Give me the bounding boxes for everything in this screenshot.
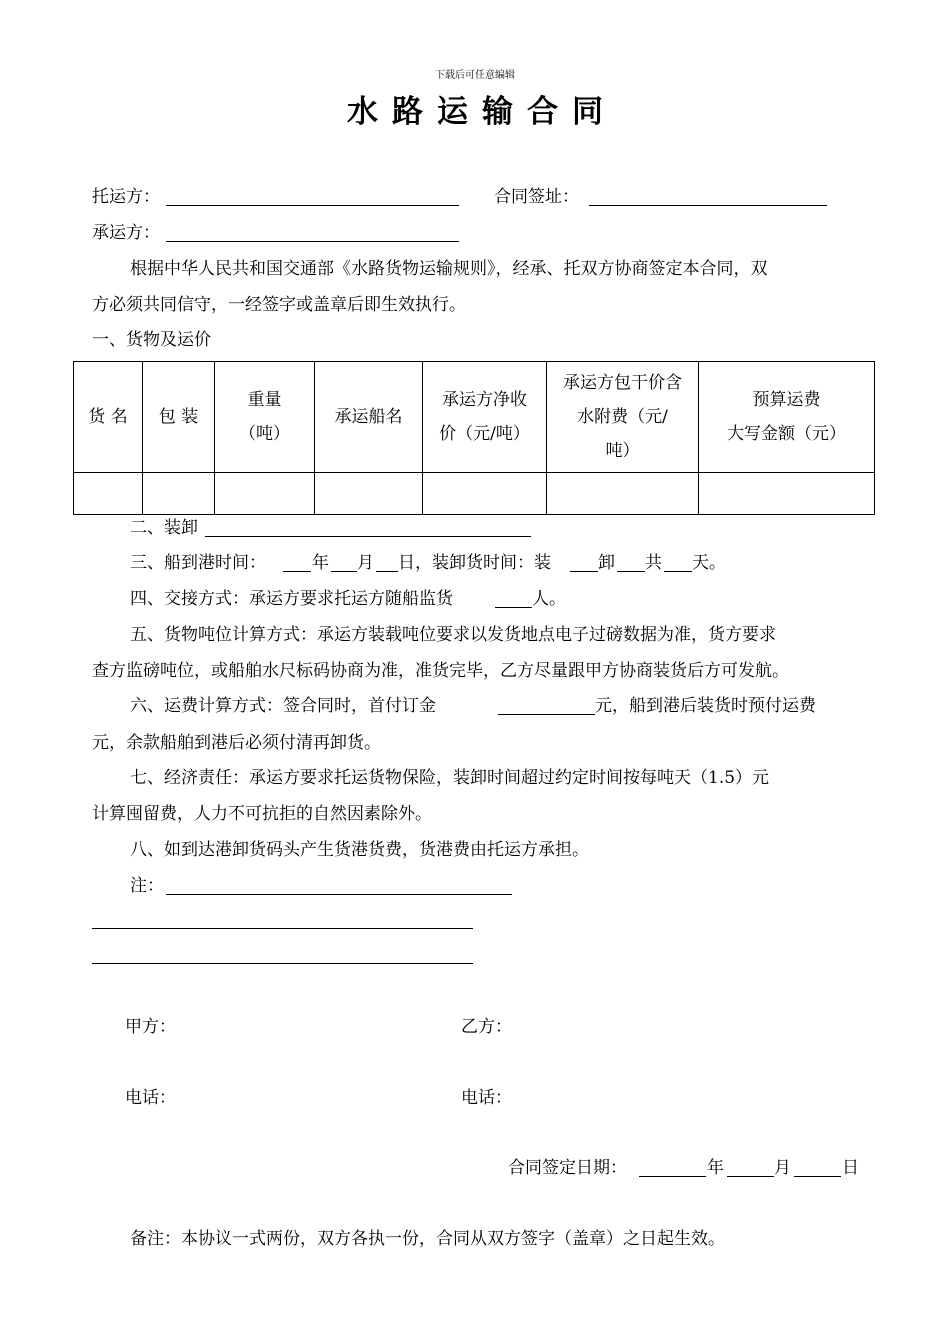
sign-day-field[interactable] xyxy=(794,1176,841,1177)
days-text: 天。 xyxy=(692,553,726,573)
header-vessel-name: 承运船名 xyxy=(315,362,423,473)
loading-time-text: 日，装卸货时间：装 xyxy=(398,553,551,573)
party-a-phone-label: 电话： xyxy=(125,1088,176,1108)
total-days-field[interactable] xyxy=(664,571,692,572)
month-text: 月 xyxy=(357,553,374,573)
clause-3-label: 三、船到港时间： xyxy=(130,553,266,573)
cell-vessel-name[interactable] xyxy=(315,473,423,515)
cell-weight[interactable] xyxy=(215,473,315,515)
loading-days-field[interactable] xyxy=(570,571,598,572)
arrival-year-field[interactable] xyxy=(283,571,311,572)
contract-site-label: 合同签址： xyxy=(494,187,579,207)
header-weight: 重量 （吨） xyxy=(215,362,315,473)
sign-year-text: 年 xyxy=(707,1158,724,1178)
clause-5-line-1: 五、货物吨位计算方式：承运方装载吨位要求以发货地点电子过磅数据为准，货方要求 xyxy=(130,625,776,645)
sign-month-field[interactable] xyxy=(727,1176,774,1177)
supervisor-count-field[interactable] xyxy=(495,607,532,608)
sign-month-text: 月 xyxy=(774,1158,791,1178)
carrier-field[interactable] xyxy=(166,241,459,242)
party-a-label: 甲方： xyxy=(125,1017,176,1037)
table-row xyxy=(74,473,875,515)
carrier-label: 承运方： xyxy=(92,223,160,243)
sign-day-text: 日 xyxy=(842,1158,859,1178)
year-text: 年 xyxy=(312,553,329,573)
loading-unloading-field[interactable] xyxy=(205,536,531,537)
party-b-label: 乙方： xyxy=(461,1017,512,1037)
note-line-3[interactable] xyxy=(92,963,473,964)
party-b-phone-label: 电话： xyxy=(461,1088,512,1108)
clause-6-line-2: 元，余款船舶到港后必须付清再卸货。 xyxy=(92,733,381,753)
clause-6-text-cont: 元，船到港后装货时预付运费 xyxy=(595,696,816,716)
remark-text: 备注：本协议一式两份，双方各执一份，合同从双方签字（盖章）之日起生效。 xyxy=(130,1229,725,1249)
header-note: 下载后可任意编辑 xyxy=(435,70,515,81)
note-line-2[interactable] xyxy=(92,928,473,929)
clause-5-line-2: 查方监磅吨位，或船舶水尺标码协商为准，准货完毕，乙方尽量跟甲方协商装货后方可发航。 xyxy=(92,661,789,681)
clause-4-text: 四、交接方式：承运方要求托运方随船监货 xyxy=(130,589,453,609)
cell-goods-name[interactable] xyxy=(74,473,143,515)
header-lump-sum-price: 承运方包干价含 水附费（元/ 吨） xyxy=(547,362,699,473)
unloading-days-field[interactable] xyxy=(617,571,645,572)
arrival-month-field[interactable] xyxy=(331,571,357,572)
intro-line-2: 方必须共同信守，一经签字或盖章后即生效执行。 xyxy=(92,295,466,315)
total-text: 共 xyxy=(645,553,662,573)
intro-line-1: 根据中华人民共和国交通部《水路货物运输规则》，经承、托双方协商签定本合同，双 xyxy=(130,259,768,279)
clause-6-text: 六、运费计算方式：签合同时，首付订金 xyxy=(130,696,436,716)
cell-budget-freight[interactable] xyxy=(699,473,875,515)
contract-site-field[interactable] xyxy=(589,205,827,206)
goods-freight-table xyxy=(73,361,875,515)
header-goods-name: 货 名 xyxy=(74,362,143,473)
note-label: 注： xyxy=(130,876,164,896)
cell-net-price[interactable] xyxy=(423,473,547,515)
header-net-price: 承运方净收 价（元/吨） xyxy=(423,362,547,473)
unloading-text: 卸 xyxy=(598,553,615,573)
document-title: 水路运输合同 xyxy=(347,94,617,130)
clause-7-line-2: 计算囤留费，人力不可抗拒的自然因素除外。 xyxy=(92,804,432,824)
table-header-row xyxy=(74,362,875,473)
person-unit-text: 人。 xyxy=(532,589,566,609)
deposit-amount-field[interactable] xyxy=(498,714,595,715)
header-packaging: 包 装 xyxy=(143,362,215,473)
shipper-field[interactable] xyxy=(166,205,459,206)
clause-2-label: 二、装卸 xyxy=(130,518,198,538)
sign-date-label: 合同签定日期： xyxy=(508,1158,627,1178)
sign-year-field[interactable] xyxy=(639,1176,706,1177)
shipper-label: 托运方： xyxy=(92,187,160,207)
cell-lump-sum-price[interactable] xyxy=(547,473,699,515)
arrival-day-field[interactable] xyxy=(376,571,398,572)
section-goods-heading: 一、货物及运价 xyxy=(92,330,211,350)
cell-packaging[interactable] xyxy=(143,473,215,515)
header-budget-freight: 预算运费 大写金额（元） xyxy=(699,362,875,473)
clause-7-line-1: 七、经济责任：承运方要求托运货物保险，装卸时间超过约定时间按每吨天（1.5）元 xyxy=(130,768,770,788)
note-line-1[interactable] xyxy=(166,894,512,895)
clause-8-text: 八、如到达港卸货码头产生货港货费，货港费由托运方承担。 xyxy=(130,840,589,860)
